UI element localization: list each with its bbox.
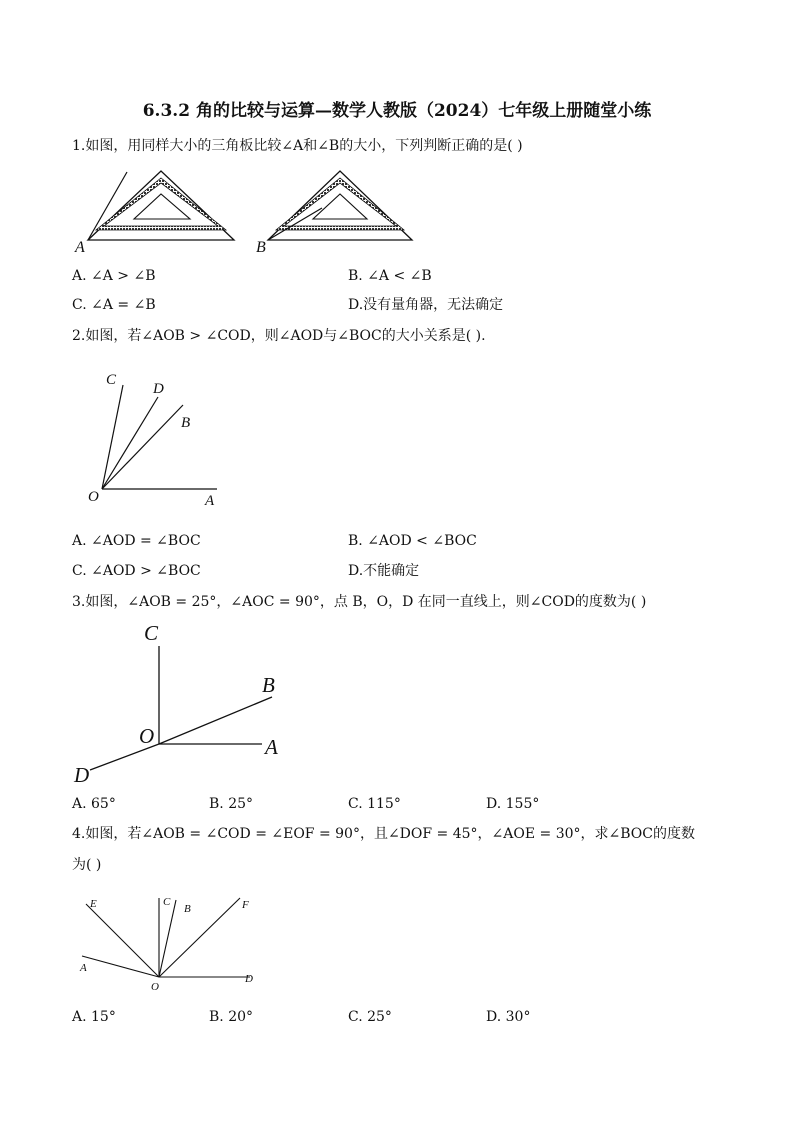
figure-label-d: D [245,973,253,985]
question-3-option-c[interactable]: C. 115° [348,796,401,812]
figure-label-o: O [151,981,159,993]
question-1-option-c[interactable]: C. ∠A = ∠B [72,297,156,313]
question-4-stem-continued: 为( ) [72,857,102,873]
figure-label-o: O [139,724,155,748]
question-1-figure [72,168,422,258]
question-4-stem: 4.如图，若∠AOB = ∠COD = ∠EOF = 90°，且∠DOF = 45°，∠AOE = 30°，求∠BOC的度数 [72,826,695,842]
triangle-ruler-b [268,171,412,240]
question-3-option-a[interactable]: A. 65° [72,796,116,812]
question-2-option-d[interactable]: D.不能确定 [348,563,420,579]
question-2-option-c[interactable]: C. ∠AOD > ∠BOC [72,563,201,579]
question-3-stem: 3.如图，∠AOB = 25°，∠AOC = 90°，点 B，O，D 在同一直线上，则∠COD的度数为( ) [72,594,647,610]
figure-label-b: B [184,903,191,915]
question-2-option-b[interactable]: B. ∠AOD < ∠BOC [348,533,477,549]
question-2-figure [80,365,240,515]
figure-label-d: D [74,763,90,787]
question-4-option-c[interactable]: C. 25° [348,1009,392,1025]
figure-label-b: B [262,673,275,697]
figure-label-c: C [106,372,117,388]
question-4-option-b[interactable]: B. 20° [209,1009,254,1025]
figure-label-b: B [256,239,266,256]
question-1-option-a[interactable]: A. ∠A > ∠B [72,268,156,284]
question-4-option-d[interactable]: D. 30° [486,1009,531,1025]
question-1-stem: 1.如图，用同样大小的三角板比较∠A和∠B的大小，下列判断正确的是( ) [72,138,523,154]
figure-label-a: A [75,239,85,256]
question-2-option-a[interactable]: A. ∠AOD = ∠BOC [72,533,201,549]
figure-label-o: O [88,489,99,505]
figure-label-c: C [144,621,159,645]
question-4-figure [72,890,272,1000]
figure-label-a: A [265,735,278,759]
question-2-stem: 2.如图，若∠AOB > ∠COD，则∠AOD与∠BOC的大小关系是( ). [72,328,486,344]
figure-label-f: F [242,899,249,911]
figure-label-b: B [181,415,191,431]
figure-label-e: E [90,898,97,910]
question-3-option-d[interactable]: D. 155° [486,796,540,812]
question-3-option-b[interactable]: B. 25° [209,796,254,812]
figure-label-a: A [205,493,215,509]
question-1-option-d[interactable]: D.没有量角器，无法确定 [348,297,504,313]
triangle-ruler-a [88,171,234,240]
question-1-option-b[interactable]: B. ∠A < ∠B [348,268,432,284]
question-4-option-a[interactable]: A. 15° [72,1009,116,1025]
figure-label-a: A [80,962,87,974]
figure-label-c: C [163,896,171,908]
question-3-figure [72,620,302,790]
figure-label-d: D [153,381,164,397]
page-title: 6.3.2 角的比较与运算—数学人教版（2024）七年级上册随堂小练 [142,101,652,121]
